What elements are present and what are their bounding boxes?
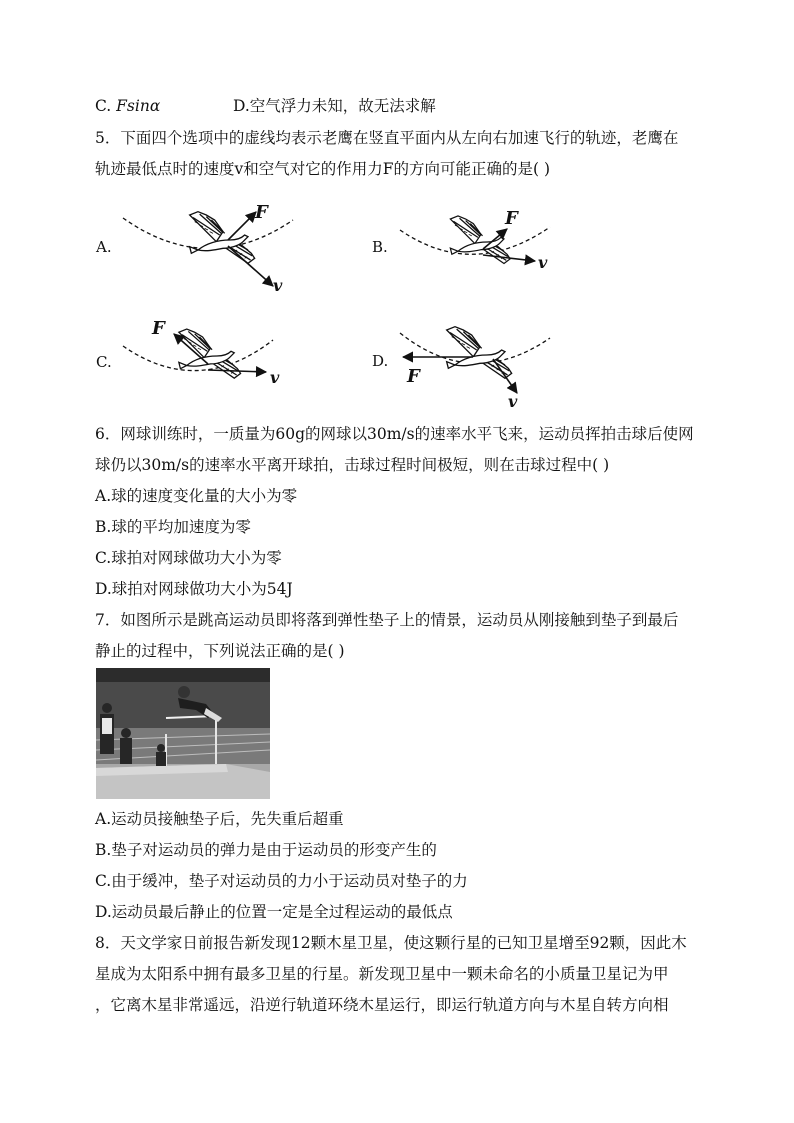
q8-stem-line2: 星成为太阳系中拥有最多卫星的行星。新发现卫星中一颗未命名的小质量卫星记为甲	[95, 965, 669, 983]
q8-stem-line3: ，它离木星非常遥远，沿逆行轨道环绕木星运行，即运行轨道方向与木星自转方向相	[95, 996, 669, 1014]
q5-stem-line1: 5．下面四个选项中的虚线均表示老鹰在竖直平面内从左向右加速飞行的轨迹，老鹰在	[95, 129, 679, 147]
figure-a-label: A.	[96, 238, 112, 256]
figure-d-force-label: F	[407, 366, 420, 387]
figure-b-label: B.	[372, 238, 388, 256]
q6-option-b: B.球的平均加速度为零	[95, 518, 251, 536]
q6-option-c: C.球拍对网球做功大小为零	[95, 549, 282, 567]
q7-option-d: D.运动员最后静止的位置一定是全过程运动的最低点	[95, 903, 453, 921]
high-jump-photo	[96, 668, 270, 799]
option-c-formula: Fsinα	[116, 97, 161, 115]
figure-d-velocity-label: v	[508, 392, 518, 411]
q6-stem-line1: 6．网球训练时，一质量为60g的网球以30m/s的速率水平飞来，运动员挥拍击球后使网	[95, 425, 694, 443]
figure-b-force-label: F	[505, 208, 518, 229]
figure-b-diagram	[395, 205, 570, 285]
figure-c-diagram	[118, 318, 293, 403]
q6-option-d: D.球拍对网球做功大小为54J	[95, 580, 293, 598]
q8-stem-line1: 8．天文学家日前报告新发现12颗木星卫星，使这颗行星的已知卫星增至92颗，因此木	[95, 934, 687, 952]
q6-stem-line2: 球仍以30m/s的速率水平离开球拍，击球过程时间极短，则在击球过程中( )	[95, 456, 610, 474]
figure-d-label: D.	[372, 352, 389, 370]
figure-c-label: C.	[96, 353, 112, 371]
option-d-text: D.空气浮力未知，故无法求解	[233, 97, 436, 115]
figure-a-velocity-label: v	[273, 276, 283, 295]
figure-c-velocity-label: v	[270, 368, 280, 387]
q7-stem-line2: 静止的过程中，下列说法正确的是( )	[95, 642, 345, 660]
q5-stem-line2: 轨迹最低点时的速度v和空气对它的作用力F的方向可能正确的是( )	[95, 160, 551, 178]
figure-b-velocity-label: v	[538, 253, 548, 272]
q6-option-a: A.球的速度变化量的大小为零	[95, 487, 298, 505]
q7-option-c: C.由于缓冲，垫子对运动员的力小于运动员对垫子的力	[95, 872, 468, 890]
figure-c-force-label: F	[152, 318, 165, 339]
q7-stem-line1: 7．如图所示是跳高运动员即将落到弹性垫子上的情景，运动员从刚接触到垫子到最后	[95, 611, 679, 629]
q7-option-b: B.垫子对运动员的弹力是由于运动员的形变产生的	[95, 841, 437, 859]
figure-a-force-label: F	[255, 202, 268, 223]
figure-d-diagram	[395, 313, 560, 408]
option-c-letter: C.	[95, 97, 112, 115]
q7-option-a: A.运动员接触垫子后，先失重后超重	[95, 810, 344, 828]
q4-options-row	[95, 96, 436, 116]
